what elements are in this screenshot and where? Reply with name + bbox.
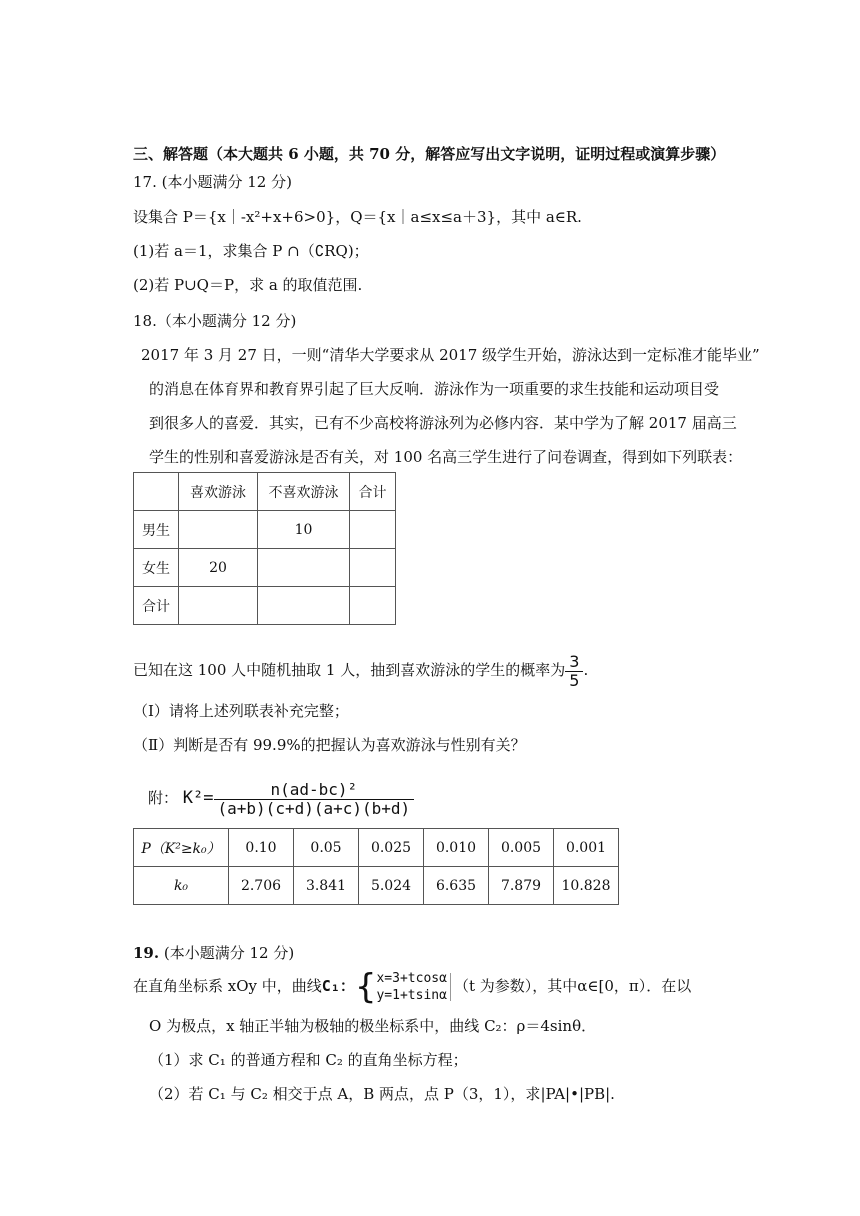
table-cell [258,587,350,625]
table-row [134,549,396,587]
q18-probability-line [133,650,588,690]
q18-paragraph-line: 的消息在体育界和教育界引起了巨大反响．游泳作为一项重要的求生技能和运动项目受 [149,380,720,398]
formula-denominator: (a+b)(c+d)(a+c)(b+d) [217,798,411,818]
q19-title-line [133,943,294,963]
q19-stem-end: （t 为参数），其中α∈[0，π）．在以 [453,977,692,995]
table-header-cell [134,473,179,511]
table-cell: 0.010 [424,829,489,867]
q18-paragraph-line: 学生的性别和喜爱游泳是否有关，对 100 名高三学生进行了问卷调查，得到如下列联表： [149,448,743,466]
critical-value-table [133,828,619,905]
table-cell: 男生 [134,511,179,549]
q18-part2: （Ⅱ）判断是否有 99.9%的把握认为喜欢游泳与性别有关？ [133,736,526,754]
left-brace-icon: { [354,967,377,1007]
parametric-equation: y=1+tsinα [376,988,447,1003]
curve-label: C₁： [321,977,355,995]
table-row-label: P（K²≥k₀） [134,829,229,867]
appendix-label: 附： [148,789,179,807]
table-cell: 10 [258,511,350,549]
table-cell: 2.706 [229,867,294,905]
q17-stem: 设集合 P＝{x｜-x²+x+6>0}，Q＝{x｜a≤x≤a＋3}，其中 a∈R. [133,208,582,226]
parametric-system [376,970,446,1004]
table-row [134,587,396,625]
table-row [134,829,619,867]
probability-text: 已知在这 100 人中随机抽取 1 人，抽到喜欢游泳的学生的概率为 [133,661,566,679]
table-cell: 10.828 [554,867,619,905]
table-cell: 3.841 [294,867,359,905]
q17-part1: (1)若 a＝1，求集合 P ∩（∁RQ)； [133,242,369,260]
table-cell: 女生 [134,549,179,587]
q18-paragraph-line: 到很多人的喜爱．其实，已有不少高校将游泳列为必修内容．某中学为了解 2017 届高三 [149,414,737,432]
k-squared-fraction [214,781,415,818]
table-cell: 0.001 [554,829,619,867]
q19-number: 19. [133,944,160,962]
fraction-denominator: 5 [569,670,580,690]
table-cell: 5.024 [359,867,424,905]
table-row-label: k₀ [134,867,229,905]
table-cell: 6.635 [424,867,489,905]
table-cell: 0.10 [229,829,294,867]
table-cell [350,587,396,625]
parametric-equation: x=3+tcosα [376,971,447,986]
q19-part1: （1）求 C₁ 的普通方程和 C₂ 的直角坐标方程； [149,1051,468,1069]
table-cell [179,511,258,549]
table-header-row [134,473,396,511]
q18-title: 18.（本小题满分 12 分) [133,312,297,330]
q19-title: (本小题满分 12 分) [163,944,295,962]
table-cell: 20 [179,549,258,587]
q17-title: 17. (本小题满分 12 分) [133,173,292,191]
formula-numerator: n(ad-bc)² [214,781,415,800]
table-cell [350,511,396,549]
formula-appendix [148,775,414,821]
section-header: 三、解答题（本大题共 6 小题，共 70 分，解答应写出文字说明，证明过程或演算步骤） [133,145,726,163]
q18-paragraph-line: 2017 年 3 月 27 日，一则“清华大学要求从 2017 级学生开始，游泳达到一定标准才能毕业” [141,346,760,364]
divider [450,973,451,1001]
q19-part2: （2）若 C₁ 与 C₂ 相交于点 A，B 两点，点 P（3，1），求|PA|•|PB|. [149,1085,615,1103]
contingency-table [133,472,396,625]
fraction-numerator: 3 [565,653,583,672]
formula-lhs: K²= [182,788,214,808]
table-cell: 0.025 [359,829,424,867]
table-cell [179,587,258,625]
q19-stem-line [133,966,691,1006]
table-header-cell: 合计 [350,473,396,511]
table-cell: 0.005 [489,829,554,867]
q19-stem-start: 在直角坐标系 xOy 中，曲线 [133,977,322,995]
table-cell: 7.879 [489,867,554,905]
table-row [134,511,396,549]
table-header-cell: 不喜欢游泳 [258,473,350,511]
q19-stem-continued: O 为极点，x 轴正半轴为极轴的极坐标系中，曲线 C₂：ρ＝4sinθ． [149,1017,597,1035]
table-cell [258,549,350,587]
table-row [134,867,619,905]
probability-fraction [565,653,583,690]
period: . [583,661,589,679]
table-cell: 合计 [134,587,179,625]
table-cell: 0.05 [294,829,359,867]
table-cell [350,549,396,587]
q18-part1: （Ⅰ）请将上述列联表补充完整； [133,702,349,720]
q17-part2: (2)若 P∪Q＝P，求 a 的取值范围. [133,276,363,294]
table-header-cell: 喜欢游泳 [179,473,258,511]
